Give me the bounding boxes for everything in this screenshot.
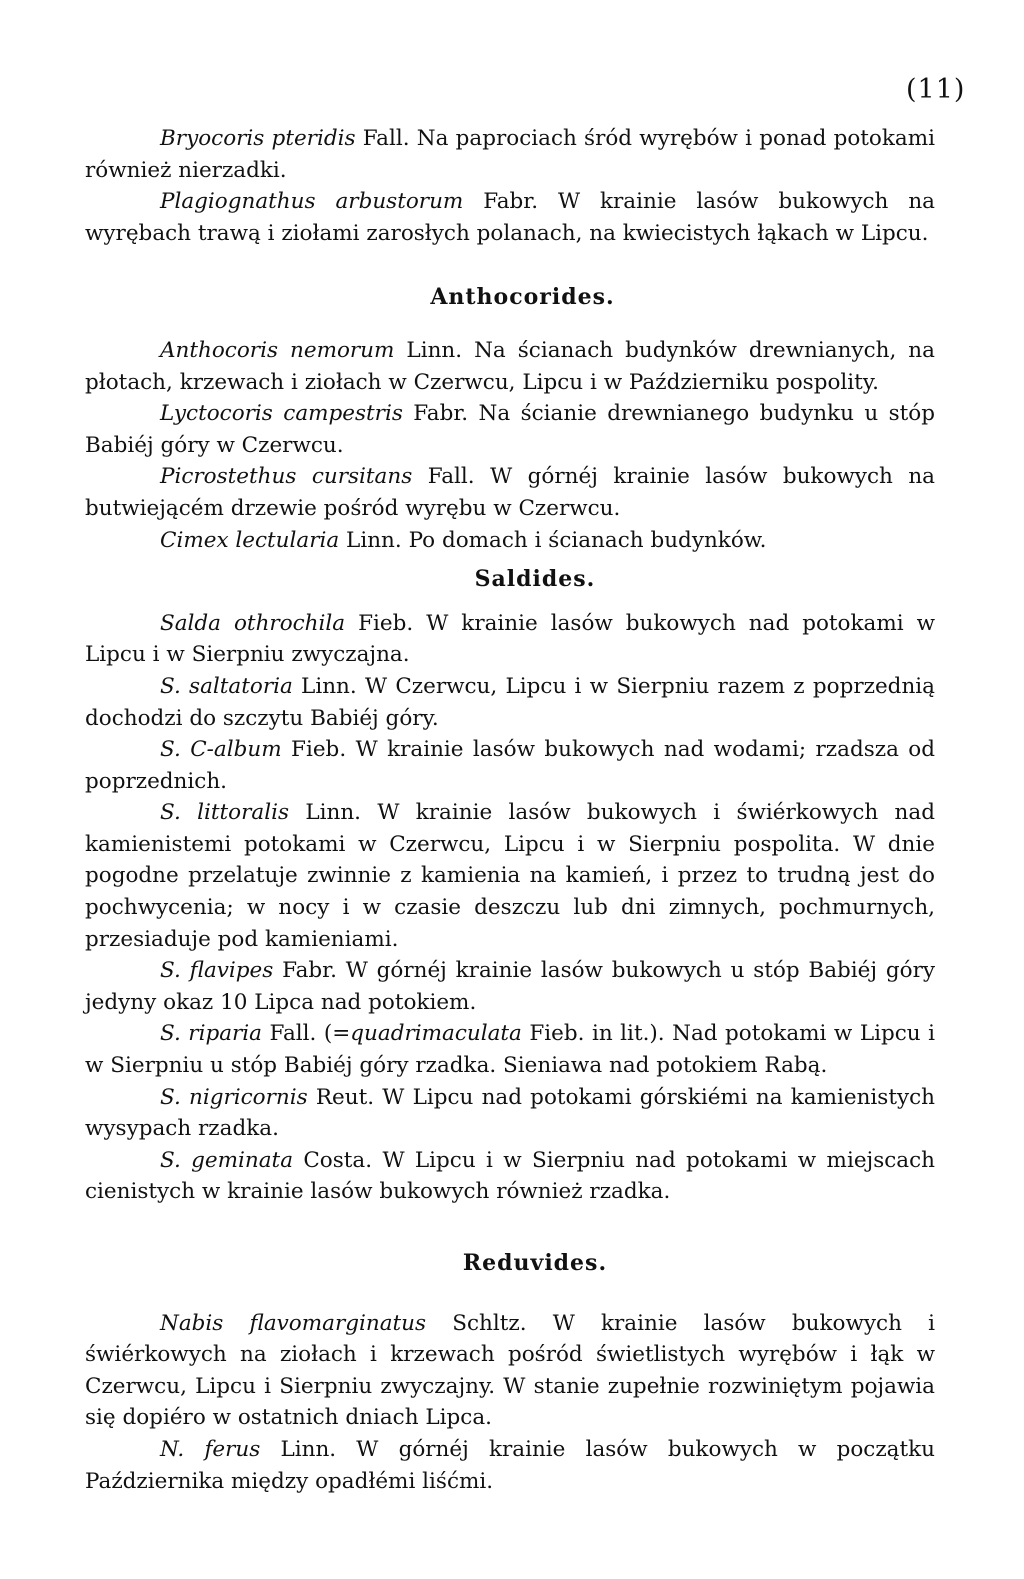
species-text: W krainie lasów bukowych na wyrębach trawą i ziołami zarosłych polanach, na kwiecistych łąkach w Lipcu. [85, 189, 936, 246]
species-author: Linn. [260, 1436, 337, 1462]
species-text: W górnéj krainie lasów bukowych w początku Października między opadłémi liśćmi. [85, 1436, 935, 1494]
species-text: W Czerwcu, Lipcu i w Sierpniu razem z poprzednią dochodzi do szczytu Babiéj góry. [85, 673, 935, 731]
page-body [85, 123, 935, 1497]
species-author: Linn. [339, 527, 402, 553]
species-author: Fabr. [402, 401, 469, 427]
section-heading-saldides: Saldides. [474, 566, 596, 593]
species-text: W krainie lasów bukowych i świérkowych nad kamienistemi potokami w Czerwcu, Lipcu i w Sierpniu pospolita. W dnie pogodne przelatuje zwinnie z kamienia na kamień, i przez to trudną jest do pochwycenia; w nocy i w czasie deszczu lub dni zimnych, pochmurnych, przesiaduje pod kamieniami. [85, 800, 935, 952]
species-entry [85, 608, 935, 671]
species-entry [85, 1434, 935, 1497]
species-entry [85, 734, 935, 797]
species-author: Reut. [307, 1084, 375, 1110]
species-entry [85, 955, 935, 1018]
species-name: Picrostethus cursitans [160, 464, 413, 490]
species-entry [85, 1308, 935, 1434]
species-entry [85, 123, 935, 186]
species-text: Na ścianach budynków drewnianych, na płotach, krzewach i ziołach w Czerwcu, Lipcu i w Październiku pospolity. [85, 337, 935, 395]
species-author: Fabr. [463, 189, 539, 215]
entries-reduvides [85, 1308, 935, 1498]
species-name: S. nigricornis [160, 1084, 308, 1110]
species-name: Lyctocoris campestris [160, 401, 403, 427]
species-entry [85, 797, 935, 955]
species-author: Fieb. [281, 737, 347, 763]
species-name: S. geminata [160, 1147, 294, 1173]
species-entry [85, 1018, 935, 1081]
species-entry [85, 671, 935, 734]
entries-anthocorides [85, 335, 935, 556]
species-name: S. littoralis [160, 800, 289, 826]
species-entry [85, 1145, 935, 1208]
species-text: W krainie lasów bukowych i świérkowych na ziołach i krzewach pośród świetlistych wyrębów i łąk w Czerwcu, Lipcu i Sierpniu zwyczajny. W stanie zupełnie rozwiniętym pojawia się dopiéro w ostatnich dniach Lipca. [85, 1310, 935, 1431]
species-text: W górnéj krainie lasów bukowych na butwiejącém drzewie pośród wyrębu w Czerwcu. [85, 464, 935, 521]
section-heading-reduvides: Reduvides. [462, 1250, 608, 1276]
species-name: Bryocoris pteridis [160, 126, 356, 151]
species-author: Linn. [292, 673, 357, 699]
species-name: Cimex lectularia [160, 527, 340, 553]
species-name: Anthocoris nemorum [160, 337, 395, 363]
species-text: W krainie lasów bukowych nad potokami w Lipcu i w Sierpniu zwyczajna. [85, 610, 935, 668]
species-author: Costa. [293, 1147, 373, 1173]
species-entry [85, 1082, 935, 1145]
species-text: Na paprociach śród wyrębów i ponad potokami również nierzadki. [85, 126, 935, 183]
species-name: S. C-album [160, 737, 282, 763]
species-text: W krainie lasów bukowych nad wodami; rzadsza od poprzednich. [85, 737, 936, 794]
species-text: W górnéj krainie lasów bukowych u stóp Babiéj góry jedyny okaz 10 Lipca nad potokiem. [85, 958, 935, 1015]
species-name: Nabis flavomarginatus [160, 1310, 427, 1336]
species-text: Na ścianie drewnianego budynku u stóp Babiéj góry w Czerwcu. [85, 401, 936, 458]
species-name: Salda othrochila [160, 610, 346, 636]
species-author: Fall. (= [262, 1021, 351, 1047]
species-author: Linn. [394, 337, 463, 363]
species-author: Fabr. [273, 958, 337, 984]
species-author: Fall. [412, 464, 475, 490]
species-author: Schltz. [426, 1310, 527, 1336]
species-name: N. ferus [160, 1436, 261, 1462]
species-author: Fieb. [345, 610, 414, 636]
entries-saldides [85, 608, 935, 1208]
section-heading-anthocorides: Anthocorides. [430, 284, 615, 311]
species-entry [85, 335, 935, 398]
species-author: Linn. [288, 800, 361, 826]
species-synonym: quadrimaculata [350, 1021, 522, 1047]
species-text: W Lipcu i w Sierpniu nad potokami w miejscach cienistych w krainie lasów bukowych również rzadka. [85, 1147, 935, 1205]
page-number: (11) [906, 74, 966, 105]
species-text: Fieb. in lit.). Nad potokami w Lipcu i w Sierpniu u stóp Babiéj góry rzadka. Sieniawa nad potokiem Rabą. [85, 1021, 935, 1079]
species-entry [85, 186, 935, 249]
species-name: S. saltatoria [160, 673, 293, 699]
entries-top [85, 123, 935, 249]
species-author: Fall. [355, 126, 410, 151]
species-text: W Lipcu nad potokami górskiémi na kamienistych wysypach rzadka. [85, 1084, 935, 1142]
species-name: S. riparia [160, 1021, 262, 1047]
species-entry [85, 525, 935, 557]
species-name: S. flavipes [160, 958, 274, 984]
species-entry [85, 398, 935, 461]
species-text: Po domach i ścianach budynków. [401, 527, 767, 553]
species-name: Plagiognathus arbustorum [160, 189, 464, 215]
species-entry [85, 461, 935, 524]
